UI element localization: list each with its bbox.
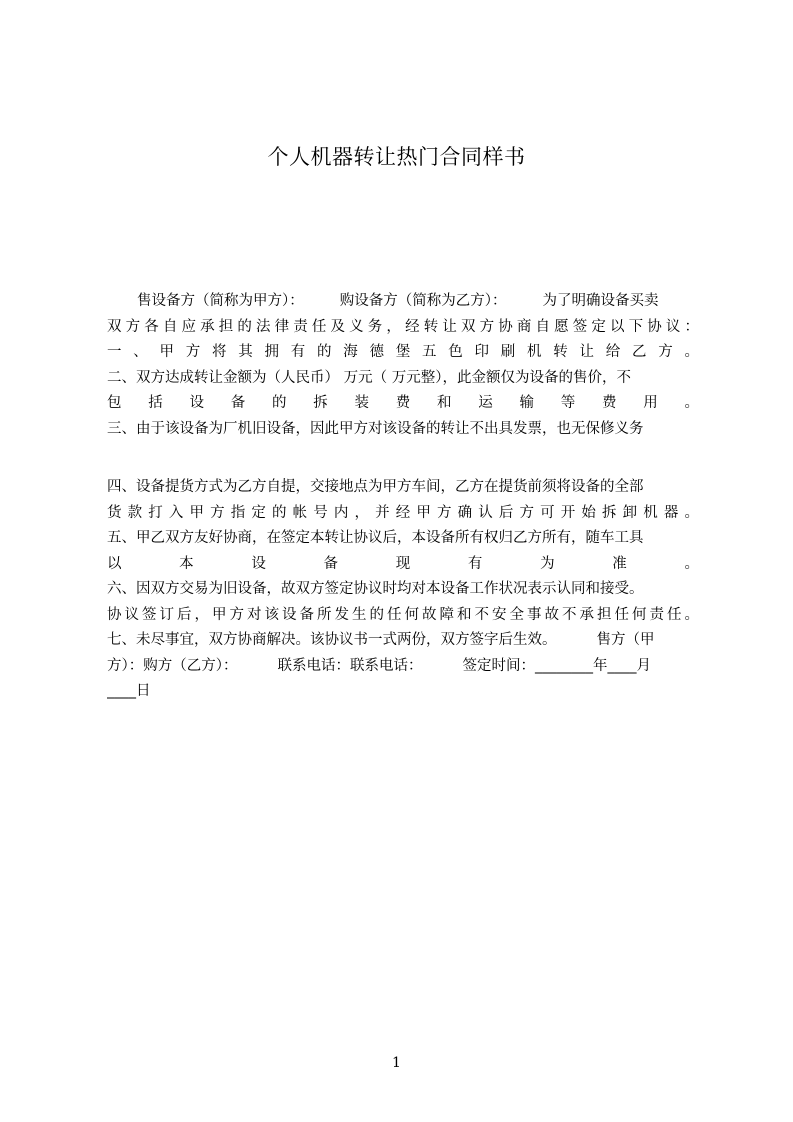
seller-signature-label: 售方（甲 bbox=[596, 632, 655, 648]
purpose-continued: 双方各自应承担的法律责任及义务，经转让双方协商自愿签定以下协议： bbox=[107, 318, 699, 335]
signing-date: 签定时间：________年____月 bbox=[462, 657, 651, 674]
contact-phones: 联系电话：联系电话： bbox=[277, 657, 423, 674]
seller-label: 售设备方（简称为甲方）： bbox=[137, 293, 304, 309]
clause-2: 二、双方达成转让金额为（人民币） 万元（ 万元整），此金额仅为设备的售价，不 bbox=[107, 369, 631, 386]
clause-4: 四、设备提货方式为乙方自提，交接地点为甲方车间，乙方在提货前须将设备的全部 bbox=[107, 479, 644, 495]
page-number: 1 bbox=[392, 1055, 401, 1071]
contract-body bbox=[107, 289, 699, 705]
signing-date-day: ____日 bbox=[107, 683, 151, 699]
purpose-text: 为了明确设备买卖 bbox=[542, 293, 659, 309]
clause-3: 三、由于该设备为厂机旧设备，因此甲方对该设备的转让不出具发票，也无保修义务 bbox=[107, 420, 644, 437]
buyer-label: 购设备方（简称为乙方）： bbox=[339, 293, 507, 309]
clause-7-text: 七、未尽事宜，双方协商解决。该协议书一式两份，双方签字后生效。 bbox=[107, 632, 557, 648]
clause-7 bbox=[107, 628, 699, 654]
clause-6-continued: 协议签订后，甲方对该设备所发生的任何故障和不安全事故不承担任何责任。 bbox=[107, 606, 699, 623]
clause-1: 一、甲方将其拥有的海德堡五色印刷机转让给乙方。 bbox=[107, 344, 699, 360]
party-line bbox=[107, 289, 699, 315]
clause-6: 六、因双方交易为旧设备，故双方签定协议时均对本设备工作状况表示认同和接受。 bbox=[107, 581, 644, 597]
clause-5-continued: 以本设备现有为准。 bbox=[107, 555, 699, 572]
clause-4-continued: 货款打入甲方指定的帐号内，并经甲方确认后方可开始拆卸机器。 bbox=[107, 504, 699, 521]
document-title: 个人机器转让热门合同样书 bbox=[267, 145, 526, 169]
blank-line bbox=[107, 442, 699, 475]
clause-5: 五、甲乙双方友好协商，在签定本转让协议后，本设备所有权归乙方所有，随车工具 bbox=[107, 530, 644, 546]
clause-2-continued: 包括设备的拆装费和运输等费用。 bbox=[107, 395, 699, 411]
signature-parties: 方）：购方（乙方）： bbox=[107, 657, 238, 674]
signature-line bbox=[107, 654, 699, 680]
